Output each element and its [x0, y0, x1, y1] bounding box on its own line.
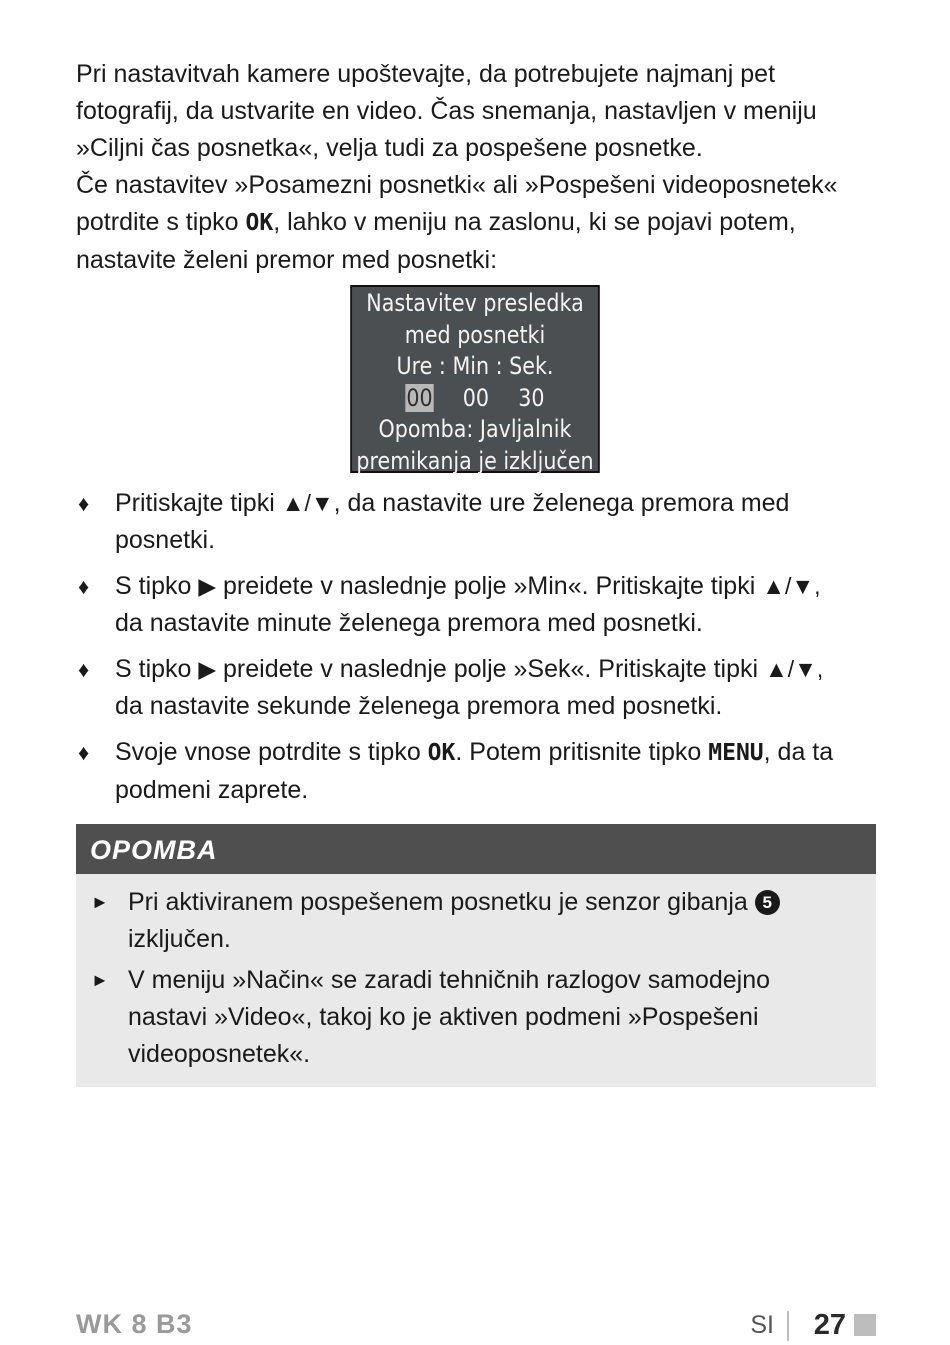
list-item	[76, 962, 876, 1073]
intro-line: nastavite želeni premor med posnetki:	[76, 246, 498, 274]
diamond-bullet-icon: ♦	[78, 657, 90, 682]
page-number: 27	[813, 1309, 846, 1341]
diamond-bullet-icon: ♦	[78, 491, 90, 516]
key-ok: OK	[427, 740, 456, 766]
text: preidete v naslednje polje »Min«. Pritiskajte tipki	[216, 572, 763, 600]
up-down-arrows-icon: ▲/▼,	[762, 573, 821, 599]
list-item	[76, 651, 876, 725]
intro-line: Pri nastavitvah kamere upoštevajte, da potrebujete najmanj pet	[76, 60, 776, 88]
text: Svoje vnose potrdite s tipko	[115, 738, 428, 766]
list-item	[76, 568, 876, 642]
note-title: OPOMBA	[76, 824, 876, 874]
text: . Potem pritisnite tipko	[455, 738, 709, 766]
right-arrow-icon: ▶	[198, 656, 217, 682]
key-menu: MENU	[708, 740, 764, 766]
screen-note: Opomba: Javljalnik	[378, 415, 572, 443]
intro-paragraph	[76, 56, 876, 279]
intro-line: Če nastavitev »Posamezni posnetki« ali »Pospešeni videoposnetek«	[76, 171, 838, 199]
seconds-field: 30	[518, 383, 545, 412]
camera-screen-display	[350, 285, 599, 473]
text: nastavi »Video«, takoj ko je aktiven podmeni »Pospešeni	[128, 1003, 759, 1031]
text: da nastavite sekunde želenega premora med posnetki.	[115, 692, 723, 720]
key-ok: OK	[245, 210, 274, 236]
list-item	[76, 734, 876, 809]
list-item	[76, 485, 876, 559]
text: izključen.	[128, 925, 231, 953]
intro-line-part: , lahko v meniju na zaslonu, ki se pojavi potem,	[273, 208, 796, 236]
hours-field: 00	[406, 383, 433, 412]
note-list	[76, 874, 876, 1087]
arrow-bullet-icon: ►	[91, 892, 109, 912]
list-item	[76, 884, 876, 958]
up-down-arrows-icon: ▲/▼,	[765, 656, 824, 682]
page-marker-icon	[854, 1314, 876, 1336]
text: podmeni zaprete.	[115, 776, 309, 804]
text: , da nastavite ure želenega premora med	[333, 489, 790, 517]
text: posnetki.	[115, 526, 216, 554]
minutes-field: 00	[462, 383, 489, 412]
arrow-bullet-icon: ►	[91, 970, 109, 990]
text: S tipko	[115, 572, 199, 600]
page-footer	[76, 1309, 876, 1345]
right-arrow-icon: ▶	[198, 573, 217, 599]
intro-line-part: potrdite s tipko	[76, 208, 246, 236]
text: preidete v naslednje polje »Sek«. Pritiskajte tipki	[216, 655, 765, 683]
text: S tipko	[115, 655, 199, 683]
up-down-arrows-icon: ▲/▼	[281, 490, 334, 516]
screen-title: Nastavitev presledka	[366, 289, 584, 317]
text: Pri aktiviranem pospešenem posnetku je senzor gibanja	[128, 888, 748, 916]
text: , da ta	[763, 738, 834, 766]
note-box	[76, 824, 876, 1087]
text: Pritiskajte tipki	[115, 489, 282, 517]
text: videoposnetek«.	[128, 1040, 311, 1068]
screen-time-row	[352, 383, 598, 415]
text: V meniju »Način« se zaradi tehničnih razlogov samodejno	[128, 966, 771, 994]
language-code: SI	[750, 1311, 774, 1339]
text: da nastavite minute želenega premora med posnetki.	[115, 609, 703, 637]
intro-line: »Ciljni čas posnetka«, velja tudi za pospešene posnetke.	[76, 134, 703, 162]
number-5-icon: 5	[755, 890, 780, 915]
footer-divider	[787, 1311, 789, 1341]
screen-note: premikanja je izključen	[356, 446, 594, 475]
screen-units: Ure : Min : Sek.	[396, 352, 554, 380]
diamond-bullet-icon: ♦	[78, 740, 90, 765]
diamond-bullet-icon: ♦	[78, 574, 90, 599]
intro-line: fotografij, da ustvarite en video. Čas snemanja, nastavljen v meniju	[76, 97, 817, 125]
instruction-list	[76, 485, 876, 809]
screen-subtitle: med posnetki	[404, 320, 546, 349]
page-content	[76, 56, 876, 1087]
model-name: WK 8 B3	[76, 1309, 193, 1339]
